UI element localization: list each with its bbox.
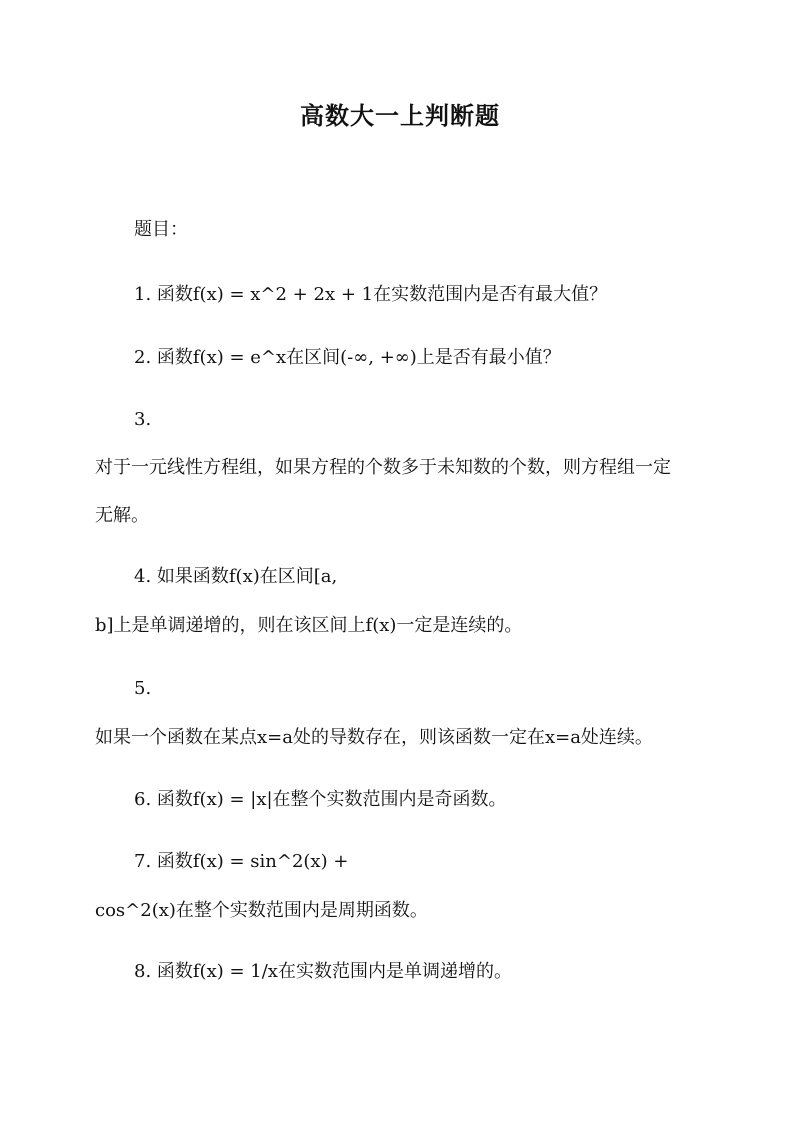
question-2: 2. 函数f(x) = e^x在区间(-∞, +∞)上是否有最小值？ [134, 347, 561, 368]
question-7-line-2: cos^2(x)在整个实数范围内是周期函数。 [95, 900, 428, 921]
question-8: 8. 函数f(x) = 1/x在实数范围内是单调递增的。 [134, 961, 512, 982]
question-4-line-2: b]上是单调递增的，则在该区间上f(x)一定是连续的。 [95, 615, 523, 636]
question-4-line-1: 4. 如果函数f(x)在区间[a, [134, 566, 338, 587]
question-6: 6. 函数f(x) = |x|在整个实数范围内是奇函数。 [134, 789, 507, 810]
question-3-number: 3. [134, 409, 152, 430]
question-3-line-2: 无解。 [95, 505, 149, 526]
page-title: 高数大一上判断题 [300, 101, 500, 130]
question-5-line-1: 如果一个函数在某点x=a处的导数存在，则该函数一定在x=a处连续。 [95, 727, 653, 748]
question-5-number: 5. [134, 678, 152, 699]
question-7-line-1: 7. 函数f(x) = sin^2(x) + [134, 851, 349, 872]
question-1: 1. 函数f(x) = x^2 + 2x + 1在实数范围内是否有最大值？ [134, 284, 608, 305]
intro-label: 题目： [134, 219, 188, 240]
question-3-line-1: 对于一元线性方程组，如果方程的个数多于未知数的个数，则方程组一定 [95, 457, 671, 478]
